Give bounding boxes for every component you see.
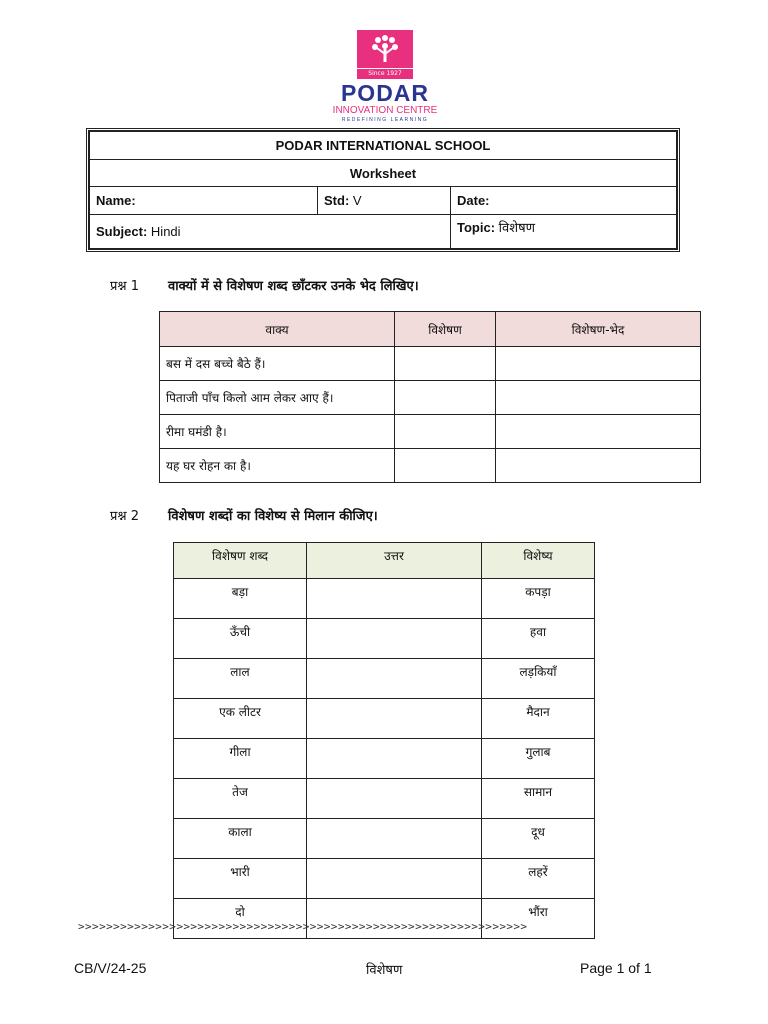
table-header-row (160, 312, 701, 347)
question-1-text: वाक्यों में से विशेषण शब्द छाँटकर उनके भेद लिखिए। (168, 279, 419, 294)
noun-cell: दूध (482, 819, 595, 859)
noun-cell: हवा (482, 619, 595, 659)
answer-cell[interactable] (307, 739, 482, 779)
question-1 (110, 276, 419, 294)
footer-topic: विशेषण (366, 963, 403, 978)
noun-cell: गुलाब (482, 739, 595, 779)
topic-label: Topic: (457, 220, 496, 235)
question-2-number: प्रश्न 2 (110, 509, 139, 524)
table-header-row (174, 543, 595, 579)
topic-value: विशेषण (498, 220, 536, 235)
topic-cell (451, 215, 677, 249)
table-row (174, 739, 595, 779)
footer-code: CB/V/24-25 (74, 960, 147, 976)
date-label: Date: (457, 193, 490, 208)
table-row (160, 347, 701, 381)
column-header: विशेषण शब्द (174, 543, 307, 579)
question-1-table (159, 311, 701, 483)
std-label: Std: (324, 193, 350, 208)
adjective-cell: तेज (174, 779, 307, 819)
column-header: विशेष्य (482, 543, 595, 579)
table-row (174, 579, 595, 619)
question-2-table (173, 542, 595, 939)
answer-cell[interactable] (496, 381, 701, 415)
name-cell (90, 187, 318, 215)
table-row (174, 859, 595, 899)
noun-cell: भौंरा (482, 899, 595, 939)
table-row (174, 819, 595, 859)
answer-cell[interactable] (395, 347, 496, 381)
table-row (174, 779, 595, 819)
answer-cell[interactable] (307, 699, 482, 739)
logo-name: PODAR (340, 80, 430, 106)
answer-cell[interactable] (307, 779, 482, 819)
column-header: विशेषण (395, 312, 496, 347)
answer-cell[interactable] (395, 415, 496, 449)
question-1-number: प्रश्न 1 (110, 279, 139, 294)
answer-cell[interactable] (307, 579, 482, 619)
logo-subtitle: INNOVATION CENTRE (332, 105, 438, 116)
adjective-cell: भारी (174, 859, 307, 899)
noun-cell: कपड़ा (482, 579, 595, 619)
answer-cell[interactable] (496, 449, 701, 483)
worksheet-header (86, 128, 680, 252)
noun-cell: सामान (482, 779, 595, 819)
noun-cell: मैदान (482, 699, 595, 739)
question-2-text: विशेषण शब्दों का विशेष्य से मिलान कीजिए। (168, 509, 378, 524)
school-logo (300, 30, 470, 124)
noun-cell: लड़कियाँ (482, 659, 595, 699)
adjective-cell: एक लीटर (174, 699, 307, 739)
answer-cell[interactable] (307, 619, 482, 659)
footer-page-number: Page 1 of 1 (580, 960, 652, 976)
tree-icon (357, 30, 413, 68)
table-row (174, 659, 595, 699)
name-label: Name: (96, 193, 136, 208)
adjective-cell: काला (174, 819, 307, 859)
sheet-title: Worksheet (90, 160, 677, 187)
answer-cell[interactable] (307, 819, 482, 859)
adjective-cell: लाल (174, 659, 307, 699)
sentence-cell: बस में दस बच्चे बैठे हैं। (160, 347, 395, 381)
column-header: उत्तर (307, 543, 482, 579)
subject-label: Subject: (96, 224, 148, 239)
answer-cell[interactable] (307, 859, 482, 899)
adjective-cell: ऊँची (174, 619, 307, 659)
column-header: विशेषण-भेद (496, 312, 701, 347)
logo-since: Since 1927 (357, 68, 413, 79)
school-name: PODAR INTERNATIONAL SCHOOL (90, 132, 677, 160)
adjective-cell: गीला (174, 739, 307, 779)
separator-line: >>>>>>>>>>>>>>>>>>>>>>>>>>>>>>>>>>>>>>>>>>>>>>>>>>>>>>>>>>>>>>>> (78, 920, 528, 933)
table-row (160, 449, 701, 483)
table-row (174, 619, 595, 659)
noun-cell: लहरें (482, 859, 595, 899)
date-cell (451, 187, 677, 215)
std-cell (318, 187, 451, 215)
answer-cell[interactable] (496, 415, 701, 449)
answer-cell[interactable] (496, 347, 701, 381)
answer-cell[interactable] (395, 449, 496, 483)
table-row (160, 415, 701, 449)
sentence-cell: रीमा घमंडी है। (160, 415, 395, 449)
sentence-cell: यह घर रोहन का है। (160, 449, 395, 483)
logo-tagline: REDEFINING LEARNING (341, 117, 429, 123)
subject-cell (90, 215, 451, 249)
adjective-cell: बड़ा (174, 579, 307, 619)
std-value: V (352, 193, 362, 208)
table-row (160, 381, 701, 415)
sentence-cell: पिताजी पाँच किलो आम लेकर आए हैं। (160, 381, 395, 415)
column-header: वाक्य (160, 312, 395, 347)
answer-cell[interactable] (395, 381, 496, 415)
question-2 (110, 506, 378, 524)
table-row (174, 699, 595, 739)
subject-value: Hindi (150, 224, 181, 239)
adjective-cell: दो (174, 899, 307, 939)
answer-cell[interactable] (307, 659, 482, 699)
